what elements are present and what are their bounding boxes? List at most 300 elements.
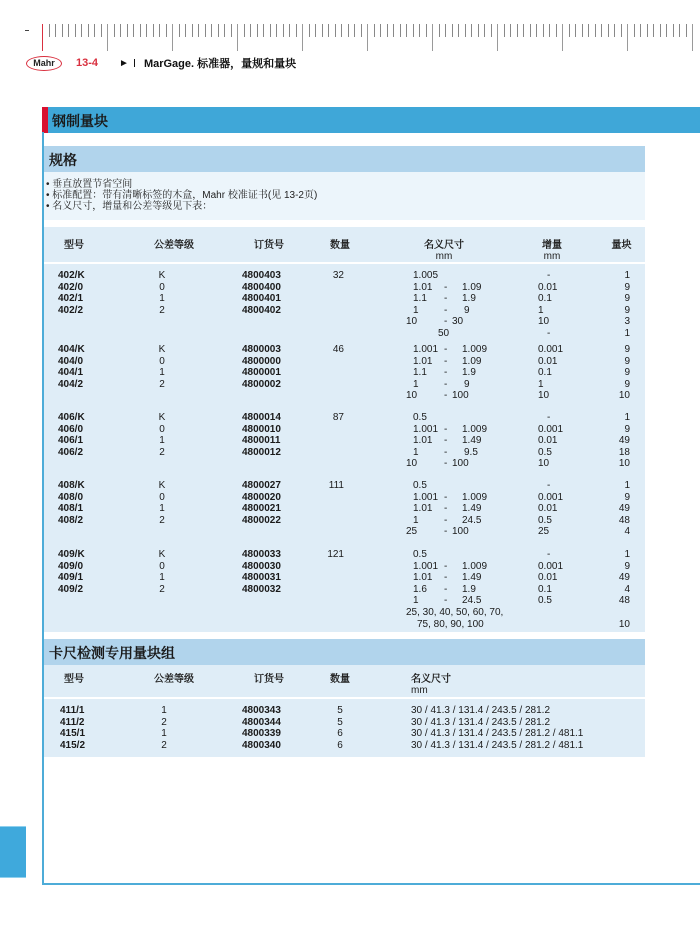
nominal-size-row: 10 - 100 xyxy=(406,390,469,402)
grade-cell: 2 xyxy=(159,378,165,390)
ruler-tick xyxy=(569,24,570,37)
grade-cell: 2 xyxy=(159,446,165,458)
ruler-tick xyxy=(530,24,531,37)
nominal-size-row: 25, 30, 40, 50, 60, 70, xyxy=(406,606,504,618)
ruler-tick xyxy=(692,24,693,51)
note-item: • 标准配置：带有清晰标签的木盒，Mahr 校准证书(见 13-2页) xyxy=(46,190,318,201)
col-quantity: 数量 xyxy=(330,674,350,685)
ruler-tick xyxy=(634,24,635,37)
col-nominal: 名义尺寸 mm xyxy=(414,236,474,262)
model-cell: 406/1 xyxy=(58,435,84,447)
nominal-size-list xyxy=(406,412,526,470)
ruler-tick xyxy=(666,24,667,37)
quantity-cell: 32 xyxy=(332,270,344,281)
ruler-tick xyxy=(166,24,167,37)
increment-cell: - xyxy=(547,327,551,339)
ruler-tick xyxy=(660,24,661,37)
model-cell: 404/K xyxy=(58,344,85,355)
blocks-list xyxy=(604,412,630,470)
nominal-size-row: 0.5 xyxy=(413,412,427,423)
model-list xyxy=(58,344,85,390)
ruler-tick xyxy=(270,24,271,37)
grade-cell: 1 xyxy=(161,705,167,716)
increment-cell xyxy=(538,607,563,619)
nominal-size-row: 1.1 - 1.9 xyxy=(413,367,476,379)
increment-cell: 0.001 xyxy=(538,423,564,435)
increment-cell: 0.001 xyxy=(538,344,564,355)
order-no-cell: 4800402 xyxy=(242,304,281,316)
quantity-cell: 111 xyxy=(328,480,344,491)
ruler-tick xyxy=(205,24,206,37)
order-no-cell: 4800032 xyxy=(242,583,281,595)
col-nominal: 名义尺寸 mm xyxy=(411,674,451,696)
order-no-cell: 4800010 xyxy=(242,423,281,435)
nominal-size-list xyxy=(406,549,526,630)
nominal-size-row: 1.001 - 1.009 xyxy=(413,423,488,435)
spec-table-header xyxy=(44,227,645,262)
model-cell: 415/2 xyxy=(60,739,86,751)
ruler-tick xyxy=(523,24,524,37)
nominal-size-row: 50 xyxy=(438,327,450,339)
unit-label: mm xyxy=(411,685,428,696)
ruler-tick xyxy=(354,24,355,37)
ruler-tick xyxy=(517,24,518,37)
increment-cell: 0.01 xyxy=(538,572,558,584)
nominal-cell: 30 / 41.3 / 131.4 / 243.5 / 281.2 / 481.1 xyxy=(411,728,584,740)
ruler-tick xyxy=(348,24,349,37)
increment-list xyxy=(538,549,563,630)
model-cell: 409/1 xyxy=(58,572,84,584)
ruler-tick xyxy=(504,24,505,37)
model-cell: 402/K xyxy=(58,270,85,281)
model-cell: 411/2 xyxy=(60,716,85,728)
nominal-size-row: 1.01 - 1.49 xyxy=(413,572,482,584)
order-no-cell: 4800001 xyxy=(242,367,281,379)
ruler-tick xyxy=(68,24,69,37)
blocks-cell: 1 xyxy=(624,327,630,339)
ruler-tick xyxy=(614,24,615,37)
red-accent-marker xyxy=(42,107,48,133)
blocks-cell: 1 xyxy=(624,270,630,281)
grade-list xyxy=(152,412,172,458)
ruler-tick xyxy=(185,24,186,37)
order-no-cell: 4800011 xyxy=(242,435,281,447)
chapter-side-tab[interactable] xyxy=(0,826,26,878)
ruler-tick xyxy=(419,24,420,37)
quantity-cell: 46 xyxy=(332,344,344,355)
ruler-tick xyxy=(159,24,160,37)
ruler-tick xyxy=(107,24,108,51)
model-cell: 409/0 xyxy=(58,560,84,572)
model-list xyxy=(58,270,85,316)
blocks-cell: 9 xyxy=(624,423,630,435)
blocks-cell: 18 xyxy=(618,446,630,458)
ruler-tick xyxy=(296,24,297,37)
ruler-tick xyxy=(146,24,147,37)
grade-cell: 0 xyxy=(159,491,165,503)
ruler-tick xyxy=(367,24,368,51)
blocks-cell: 9 xyxy=(624,304,630,316)
nominal-size-row: 1 - 24.5 xyxy=(413,514,482,526)
order-no-cell: 4800400 xyxy=(242,281,281,293)
blocks-cell xyxy=(604,607,630,619)
grade-cell: K xyxy=(158,412,166,423)
ruler-tick xyxy=(127,24,128,37)
ruler-tick xyxy=(484,24,485,37)
model-cell: 408/2 xyxy=(58,514,84,526)
ruler-tick xyxy=(653,24,654,37)
col-model: 型号 xyxy=(64,240,84,251)
increment-list xyxy=(538,344,563,402)
model-cell: 408/K xyxy=(58,480,85,491)
nominal-size-row: 1.001 - 1.009 xyxy=(413,491,488,503)
increment-cell: 0.01 xyxy=(538,503,558,515)
nominal-size-row: 10 - 100 xyxy=(406,458,469,470)
ruler-tick xyxy=(393,24,394,37)
ruler-tick xyxy=(536,24,537,37)
ruler-tick xyxy=(341,24,342,37)
ruler-tick xyxy=(627,24,628,51)
order-no-cell: 4800027 xyxy=(242,480,281,491)
ruler-tick xyxy=(55,24,56,37)
order-no-cell: 4800012 xyxy=(242,446,281,458)
blocks-cell: 49 xyxy=(618,503,630,515)
ruler-tick xyxy=(601,24,602,37)
increment-list xyxy=(538,270,557,340)
nominal-cell: 30 / 41.3 / 131.4 / 243.5 / 281.2 xyxy=(411,716,550,728)
blocks-cell: 9 xyxy=(624,293,630,305)
ruler-tick xyxy=(231,24,232,37)
nominal-size-row: 0.5 xyxy=(413,549,427,560)
ruler-tick xyxy=(81,24,82,37)
blocks-cell: 1 xyxy=(624,480,630,491)
order-no-cell: 4800003 xyxy=(242,344,281,355)
caliper-table-body xyxy=(44,699,645,757)
ruler-tick xyxy=(445,24,446,37)
grade-cell: 1 xyxy=(161,728,167,740)
nominal-size-row: 1 - 9 xyxy=(413,378,470,390)
separator xyxy=(134,59,135,67)
ruler-tick xyxy=(679,24,680,37)
ruler-tick xyxy=(491,24,492,37)
nominal-size-row: 1.01 - 1.49 xyxy=(413,435,482,447)
nominal-size-list xyxy=(406,270,526,340)
ruler-tick xyxy=(218,24,219,37)
ruler-tick xyxy=(114,24,115,37)
nominal-size-row: 1.001 - 1.009 xyxy=(413,560,488,572)
unit-label: mm xyxy=(543,251,561,262)
blocks-cell: 10 xyxy=(618,618,630,630)
model-cell: 402/1 xyxy=(58,293,84,305)
ruler-tick xyxy=(302,24,303,51)
ruler-tick xyxy=(140,24,141,37)
ruler-tick xyxy=(179,24,180,37)
grade-cell: 2 xyxy=(161,716,167,728)
model-list xyxy=(58,480,85,526)
grade-cell: 2 xyxy=(161,739,167,751)
model-cell: 411/1 xyxy=(60,705,85,716)
model-cell: 402/0 xyxy=(58,281,84,293)
main-title: 钢制量块 xyxy=(52,113,108,129)
spec-section-title: 规格 xyxy=(49,152,77,168)
frame-bottom-border xyxy=(42,883,700,885)
model-list xyxy=(58,412,85,458)
blocks-list xyxy=(604,344,630,402)
quantity-cell: 5 xyxy=(337,716,343,728)
increment-cell: 0.1 xyxy=(538,367,552,379)
model-cell: 415/1 xyxy=(60,728,86,740)
grade-cell: K xyxy=(158,344,166,355)
order-no-cell: 4800002 xyxy=(242,378,281,390)
increment-cell: 0.01 xyxy=(538,355,558,367)
grade-cell: K xyxy=(158,270,166,281)
blocks-cell: 1 xyxy=(624,549,630,560)
increment-cell: 1 xyxy=(538,304,544,316)
increment-cell: 0.5 xyxy=(538,446,552,458)
ruler-tick xyxy=(374,24,375,37)
col-order-no: 订货号 xyxy=(254,674,284,685)
ruler-tick xyxy=(133,24,134,37)
increment-list xyxy=(538,480,563,538)
ruler-tick xyxy=(88,24,89,37)
model-list xyxy=(58,549,85,595)
ruler-tick xyxy=(198,24,199,37)
nominal-size-row: 25 - 100 xyxy=(406,526,469,538)
model-cell: 406/K xyxy=(58,412,85,423)
model-cell: 408/1 xyxy=(58,503,84,515)
mahr-logo: Mahr xyxy=(26,56,62,71)
col-grade: 公差等级 xyxy=(154,240,194,251)
blocks-cell: 9 xyxy=(624,378,630,390)
blocks-cell: 48 xyxy=(618,514,630,526)
increment-cell: 10 xyxy=(538,390,550,402)
blocks-cell: 9 xyxy=(624,355,630,367)
dash-mark xyxy=(25,30,29,31)
nominal-cell: 30 / 41.3 / 131.4 / 243.5 / 281.2 / 481.1 xyxy=(411,739,584,751)
order-no-cell: 4800014 xyxy=(242,412,281,423)
ruler-tick xyxy=(471,24,472,37)
nominal-size-row: 1.01 - 1.49 xyxy=(413,503,482,515)
increment-list xyxy=(538,412,563,470)
quantity-cell: 87 xyxy=(332,412,344,423)
order-no-cell: 4800344 xyxy=(242,716,281,728)
ruler-tick xyxy=(237,24,238,51)
col-order-no: 订货号 xyxy=(254,240,284,251)
ruler-tick xyxy=(335,24,336,37)
ruler-tick xyxy=(406,24,407,37)
ruler-tick xyxy=(62,24,63,37)
ruler-tick xyxy=(387,24,388,37)
nominal-size-row: 1 - 9 xyxy=(413,304,470,316)
grade-list xyxy=(152,480,172,526)
blocks-cell: 9 xyxy=(624,367,630,379)
model-cell: 404/0 xyxy=(58,355,84,367)
unit-label: mm xyxy=(435,251,453,262)
ruler-tick xyxy=(400,24,401,37)
ruler-tick xyxy=(497,24,498,51)
grade-cell: 0 xyxy=(159,423,165,435)
caliper-section-header xyxy=(44,639,645,665)
blocks-cell: 9 xyxy=(624,560,630,572)
ruler-tick xyxy=(478,24,479,37)
increment-cell: 10 xyxy=(538,316,550,328)
increment-cell: 1 xyxy=(538,378,544,390)
ruler-tick xyxy=(120,24,121,37)
nominal-cell: 30 / 41.3 / 131.4 / 243.5 / 281.2 xyxy=(411,705,550,716)
blocks-list xyxy=(604,270,630,340)
blocks-cell: 4 xyxy=(624,526,630,538)
grade-cell: 1 xyxy=(159,503,165,515)
grade-cell: 2 xyxy=(159,304,165,316)
nominal-size-row: 1.001 - 1.009 xyxy=(413,344,488,355)
order-no-list xyxy=(242,480,281,526)
ruler-tick xyxy=(42,24,43,51)
ruler-tick xyxy=(94,24,95,37)
blocks-cell: 49 xyxy=(618,572,630,584)
blocks-list xyxy=(604,549,630,630)
ruler-tick xyxy=(452,24,453,37)
ruler-tick xyxy=(673,24,674,37)
increment-cell: - xyxy=(547,412,551,423)
ruler-tick xyxy=(153,24,154,37)
ruler-tick xyxy=(172,24,173,51)
ruler-tick xyxy=(101,24,102,37)
grade-cell: K xyxy=(158,480,166,491)
ruler-tick xyxy=(458,24,459,37)
ruler-tick xyxy=(556,24,557,37)
ruler-tick xyxy=(465,24,466,37)
ruler-tick xyxy=(510,24,511,37)
col-quantity: 数量 xyxy=(330,240,350,251)
order-no-cell: 4800340 xyxy=(242,739,281,751)
blocks-cell: 4 xyxy=(624,583,630,595)
increment-cell: 25 xyxy=(538,526,550,538)
note-item: • 垂直放置节省空间 xyxy=(46,179,133,190)
spec-table-body xyxy=(44,264,645,632)
blocks-cell: 10 xyxy=(618,458,630,470)
grade-cell: 0 xyxy=(159,355,165,367)
ruler-tick xyxy=(250,24,251,37)
nominal-size-row: 1.1 - 1.9 xyxy=(413,293,476,305)
ruler-tick xyxy=(361,24,362,37)
grade-cell: 0 xyxy=(159,560,165,572)
blocks-cell: 49 xyxy=(618,435,630,447)
grade-cell: 1 xyxy=(159,367,165,379)
blocks-cell: 48 xyxy=(618,595,630,607)
ruler-decoration xyxy=(42,24,700,52)
ruler-tick xyxy=(621,24,622,37)
ruler-tick xyxy=(380,24,381,37)
col-model: 型号 xyxy=(64,674,84,685)
ruler-tick xyxy=(588,24,589,37)
model-cell: 406/2 xyxy=(58,446,84,458)
ruler-tick xyxy=(49,24,50,37)
quantity-cell: 121 xyxy=(327,549,344,560)
order-no-cell: 4800022 xyxy=(242,514,281,526)
order-no-cell: 4800021 xyxy=(242,503,281,515)
ruler-tick xyxy=(322,24,323,37)
increment-cell: - xyxy=(547,480,551,491)
ruler-tick xyxy=(328,24,329,37)
model-cell: 404/1 xyxy=(58,367,84,379)
blocks-cell: 3 xyxy=(624,316,630,328)
order-no-cell: 4800343 xyxy=(242,705,281,716)
spec-notes xyxy=(44,172,645,220)
ruler-tick xyxy=(549,24,550,37)
order-no-list xyxy=(242,270,281,316)
increment-cell: 0.1 xyxy=(538,293,552,305)
col-blocks: 量块 xyxy=(611,240,632,251)
increment-cell: 10 xyxy=(538,458,550,470)
ruler-tick xyxy=(263,24,264,37)
grade-cell: 1 xyxy=(159,293,165,305)
increment-cell: 0.5 xyxy=(538,514,552,526)
increment-cell: 0.01 xyxy=(538,435,558,447)
grade-cell: 2 xyxy=(159,514,165,526)
page-header xyxy=(26,54,296,72)
order-no-cell: 4800030 xyxy=(242,560,281,572)
nominal-size-row: 75, 80, 90, 100 xyxy=(417,618,484,630)
grade-list xyxy=(152,344,172,390)
caliper-section-title: 卡尺检测专用量块组 xyxy=(49,645,175,661)
nominal-size-list xyxy=(406,344,526,402)
ruler-tick xyxy=(211,24,212,37)
blocks-list xyxy=(604,480,630,538)
ruler-tick xyxy=(257,24,258,37)
nominal-size-row: 0.5 xyxy=(413,480,427,491)
ruler-tick xyxy=(283,24,284,37)
col-increment: 增量 mm xyxy=(532,236,572,262)
grade-cell: 2 xyxy=(159,583,165,595)
order-no-cell: 4800339 xyxy=(242,728,281,740)
grade-cell: 1 xyxy=(159,435,165,447)
nominal-size-list xyxy=(406,480,526,538)
ruler-tick xyxy=(575,24,576,37)
ruler-tick xyxy=(608,24,609,37)
increment-cell: 0.1 xyxy=(538,583,552,595)
grade-cell: 1 xyxy=(159,572,165,584)
nominal-size-row: 1.005 xyxy=(413,270,439,281)
nominal-size-row: 1 - 24.5 xyxy=(413,595,482,607)
ruler-tick xyxy=(192,24,193,37)
ruler-tick xyxy=(413,24,414,37)
ruler-tick xyxy=(244,24,245,37)
quantity-cell: 6 xyxy=(337,739,343,751)
grade-list xyxy=(152,270,172,316)
spec-section-header xyxy=(44,146,645,172)
ruler-tick xyxy=(595,24,596,37)
increment-cell: 0.001 xyxy=(538,560,564,572)
ruler-tick xyxy=(315,24,316,37)
blocks-cell: 9 xyxy=(624,281,630,293)
order-no-list xyxy=(242,412,281,458)
ruler-tick xyxy=(276,24,277,37)
caliper-table-header xyxy=(44,665,645,697)
ruler-tick xyxy=(75,24,76,37)
model-cell: 402/2 xyxy=(58,304,84,316)
order-no-cell: 4800020 xyxy=(242,491,281,503)
model-cell: 406/0 xyxy=(58,423,84,435)
increment-cell: 0.01 xyxy=(538,281,558,293)
increment-cell xyxy=(538,619,563,631)
quantity-cell: 5 xyxy=(337,705,343,716)
ruler-tick xyxy=(289,24,290,37)
grade-cell: 0 xyxy=(159,281,165,293)
ruler-tick xyxy=(543,24,544,37)
nominal-size-row: 1 - 9.5 xyxy=(413,446,478,458)
model-cell: 409/K xyxy=(58,549,85,560)
ruler-tick xyxy=(224,24,225,37)
